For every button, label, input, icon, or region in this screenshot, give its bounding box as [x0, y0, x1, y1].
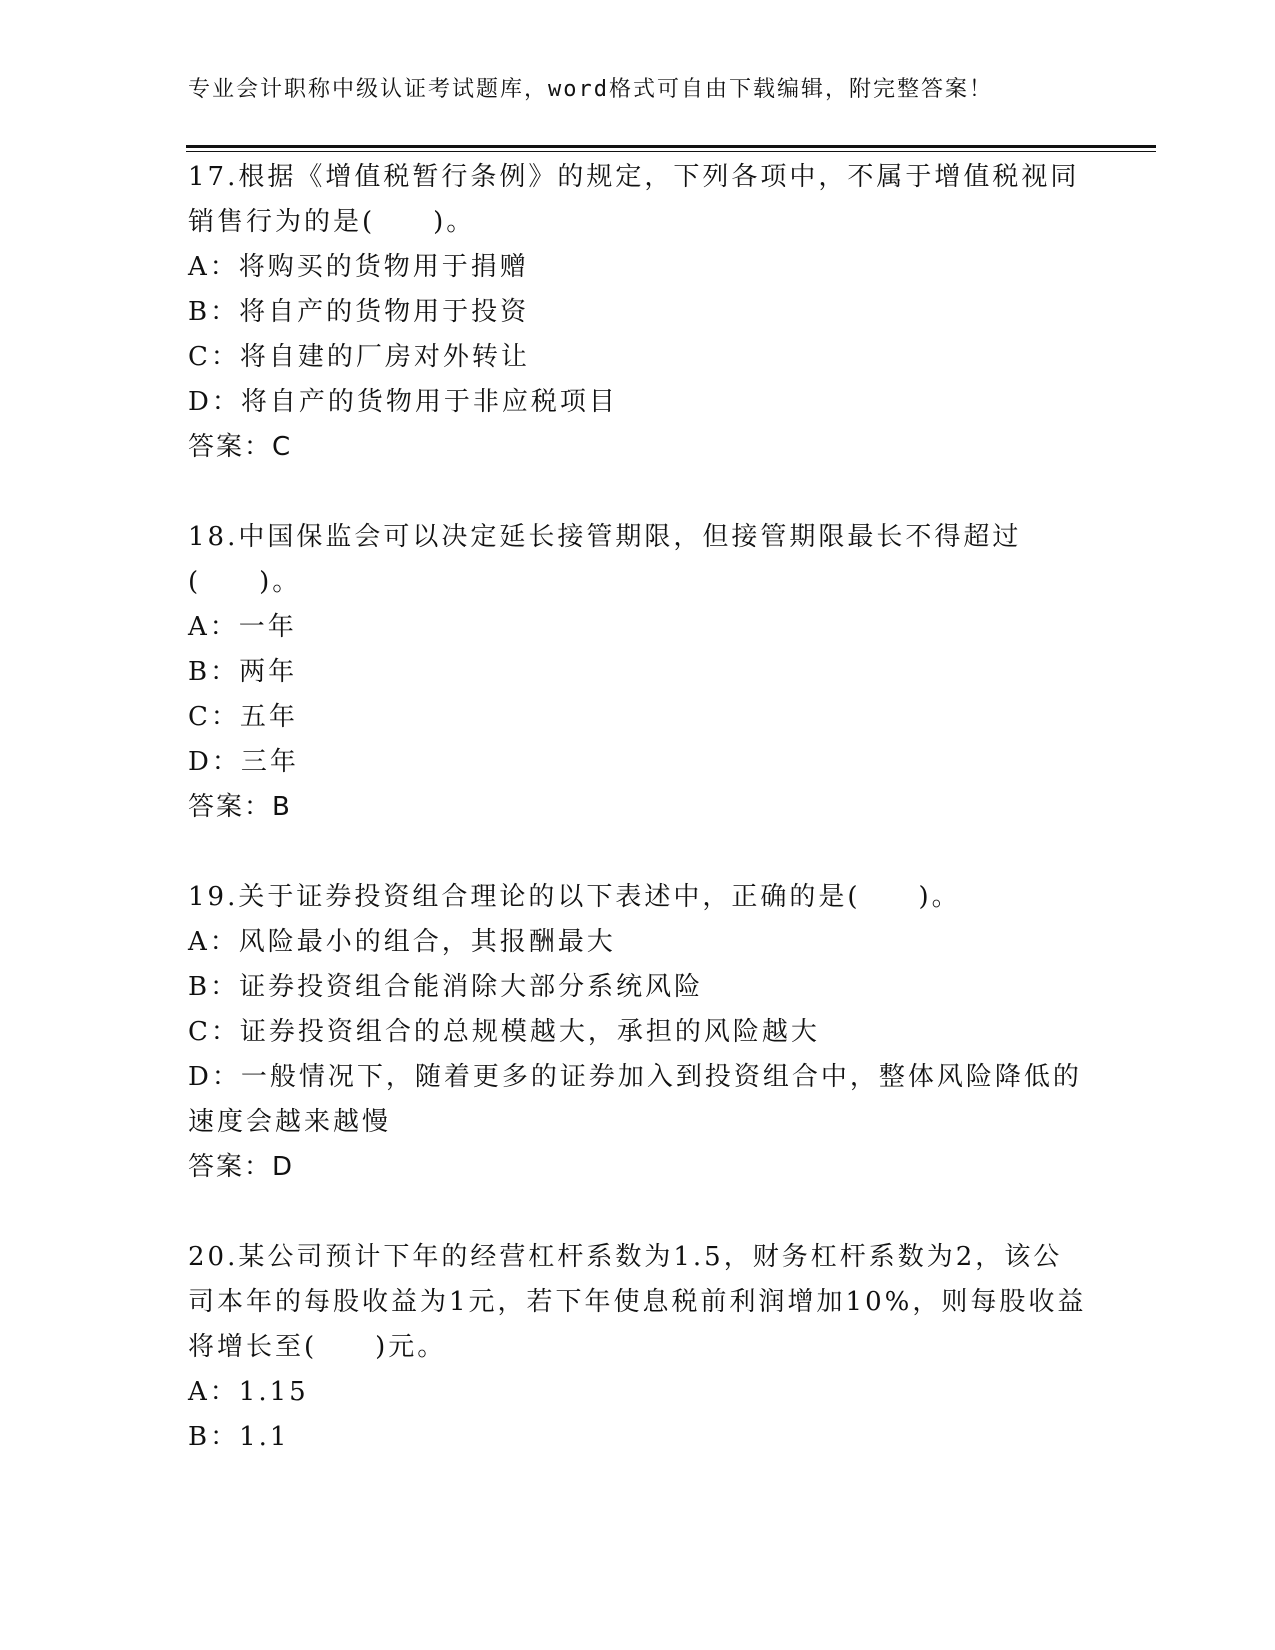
option-b: B：证券投资组合能消除大部分系统风险: [188, 972, 704, 1002]
header-rule-thin: [186, 151, 1156, 152]
question-stem: 18.中国保监会可以决定延长接管期限，但接管期限最长不得超过( )。: [188, 522, 1022, 597]
option-b: B：1.1: [188, 1422, 290, 1452]
option-c: C：证券投资组合的总规模越大，承担的风险越大: [188, 1017, 820, 1047]
question-18: [188, 515, 1088, 830]
option-a: A：1.15: [188, 1377, 309, 1407]
option-a: A：一年: [188, 612, 297, 642]
question-stem: 17.根据《增值税暂行条例》的规定，下列各项中，不属于增值税视同销售行为的是( )。: [188, 162, 1080, 237]
question-list: [188, 155, 1088, 1460]
answer-line: 答案：C: [188, 432, 293, 462]
option-b: B：两年: [188, 657, 298, 687]
page-header: 专业会计职称中级认证考试题库，word格式可自由下载编辑，附完整答案！: [188, 77, 993, 102]
question-19: [188, 875, 1088, 1190]
header-rule-thick: [186, 145, 1156, 148]
option-d: D：将自产的货物用于非应税项目: [188, 387, 618, 417]
spacer: [188, 830, 1088, 875]
option-c: C：五年: [188, 702, 298, 732]
option-a: A：风险最小的组合，其报酬最大: [188, 927, 616, 957]
question-stem: 19.关于证券投资组合理论的以下表述中，正确的是( )。: [188, 882, 961, 912]
spacer: [188, 1190, 1088, 1235]
question-17: [188, 155, 1088, 470]
spacer: [188, 470, 1088, 515]
option-c: C：将自建的厂房对外转让: [188, 342, 530, 372]
question-stem: 20.某公司预计下年的经营杠杆系数为1.5，财务杠杆系数为2，该公司本年的每股收益为1元，若下年使息税前利润增加10%，则每股收益将增长至( )元。: [188, 1242, 1087, 1362]
option-d: D：一般情况下，随着更多的证券加入到投资组合中，整体风险降低的速度会越来越慢: [188, 1062, 1082, 1137]
option-b: B：将自产的货物用于投资: [188, 297, 530, 327]
question-20: [188, 1235, 1088, 1460]
option-d: D：三年: [188, 747, 299, 777]
option-a: A：将购买的货物用于捐赠: [188, 252, 529, 282]
answer-line: 答案：D: [188, 1152, 295, 1182]
answer-line: 答案：B: [188, 792, 292, 822]
